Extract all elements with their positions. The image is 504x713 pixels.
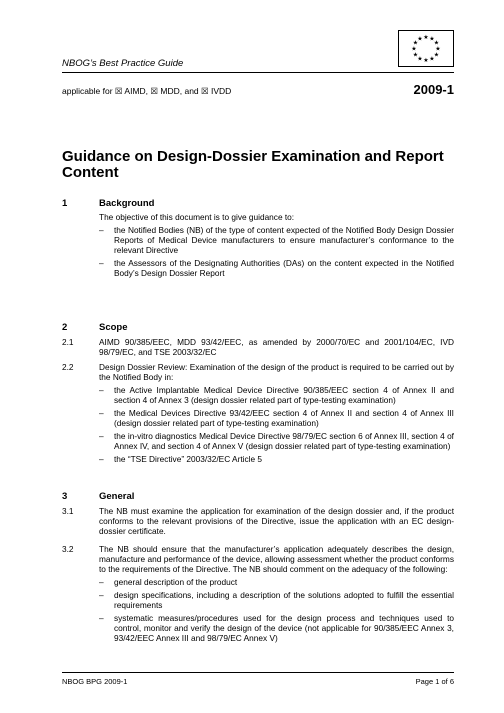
svg-text:★: ★ [423,57,429,64]
section-3 [62,492,454,502]
paragraph-2-1: 2.1 AIMD 90/385/EEC, MDD 93/42/EEC, as amended by 2000/70/EC and 2001/104/EC, IVD 98/79/EC, and TSE 2003/32/EC [62,337,454,357]
svg-text:★: ★ [433,51,440,59]
applicability-line: applicable for ☒ AIMD, ☒ MDD, and ☒ IVDD [62,86,232,96]
svg-text:★: ★ [429,35,435,43]
guide-title: NBOG’s Best Practice Guide [62,58,184,69]
section-number: 3 [62,491,68,502]
section-2 [62,323,454,333]
list-item: – general description of the product [99,577,238,587]
svg-text:★: ★ [433,39,440,47]
svg-text:★: ★ [412,51,419,59]
list-item: – the Assessors of the Designating Authorities (DAs) on the content expected in the Notified Body’s Design Dossier Report [99,258,454,278]
svg-text:★: ★ [423,34,429,41]
svg-text:★: ★ [412,39,419,47]
section-heading: Scope [99,322,128,333]
footer-rule [62,672,454,673]
list-item: – systematic measures/procedures used for the design process and techniques used to control, monitor and verify the design of the device (not applicable for 90/385/EEC Annex 3, 93/42/EEC Annex III and 98/79/EC Annex V) [99,613,454,643]
paragraph-2-2: 2.2 Design Dossier Review: Examination of the design of the product is required to be carried out by the Notified Body in: – the Active Implantable Medical Device Directive 90/385/EEC section 4 of Annex II and section 4 of Annex 3 (design dossier related part of type-testing examination) – the Medical Devices Directive 93/42/EEC section 4 of Annex II and section 4 of Annex III (design dossier related part of type-testing examination) – the in-vitro diagnostics Medical Device Directive 98/79/EC section 6 of Annex III, section 4 of Annex IV, and section 4 of Annex V (design dossier related part of type-testing examination) – the “TSE Directive” 2003/32/EC Article 5 [62,362,454,464]
section-number: 2 [62,322,68,333]
list-item: – the Notified Bodies (NB) of the type of content expected of the Notified Body Design Dossier Reports of Medical Device manufacturers to ensure manufacturer’s conformance to the relevant Directive [99,225,454,255]
list-item: – the “TSE Directive” 2003/32/EC Article 5 [99,454,263,464]
header-rule [62,72,454,73]
document-number: 2009-1 [413,82,454,97]
list-item: – design specifications, including a description of the solutions adopted to fulfill the essential requirements [99,590,454,610]
section-heading: Background [99,198,155,209]
eu-stars-icon [399,31,453,66]
page-number: Page 1 of 6 [415,677,454,686]
section-number: 1 [62,198,68,209]
svg-text:★: ★ [429,55,435,63]
document-title: Guidance on Design-Dossier Examination and Report Content [62,148,444,181]
paragraph-3-1: 3.1 The NB must examine the application for examination of the design dossier and, if the product conforms to the relevant provisions of the Directive, issue the application with an EC design-dossier certificate. [62,506,454,536]
list-item: – the Active Implantable Medical Device Directive 90/385/EEC section 4 of Annex II and section 4 of Annex 3 (design dossier related part of type-testing examination) [99,385,454,405]
eu-flag-logo [398,30,454,67]
footer-doc-id: NBOG BPG 2009-1 [62,677,128,686]
section-1 [62,199,454,278]
svg-text:★: ★ [417,35,423,43]
list-item: – the Medical Devices Directive 93/42/EEC section 4 of Annex II and section 4 of Annex III (design dossier related part of type-testing examination) [99,408,454,428]
section-heading: General [99,491,135,502]
svg-text:★: ★ [435,45,441,53]
svg-text:★: ★ [411,45,417,53]
svg-text:★: ★ [417,55,423,63]
paragraph-3-2: 3.2 The NB should ensure that the manufacturer’s application adequately describes the design, manufacture and performance of the device, allowing assessment whether the product conforms to the requirements of the Directive. The NB should comment on the adequacy of the following: – general description of the product – design specifications, including a description of the solutions adopted to fulfill the essential requirements – systematic measures/procedures used for the design process and techniques used to control, monitor and verify the design of the device (not applicable for 90/385/EEC Annex 3, 93/42/EEC Annex III and 98/79/EC Annex V) [62,544,454,643]
list-item: – the in-vitro diagnostics Medical Device Directive 98/79/EC section 6 of Annex III, section 4 of Annex IV, and section 4 of Annex V (design dossier related part of type-testing examination) [99,431,454,451]
section-intro: The objective of this document is to give guidance to: [99,212,295,222]
